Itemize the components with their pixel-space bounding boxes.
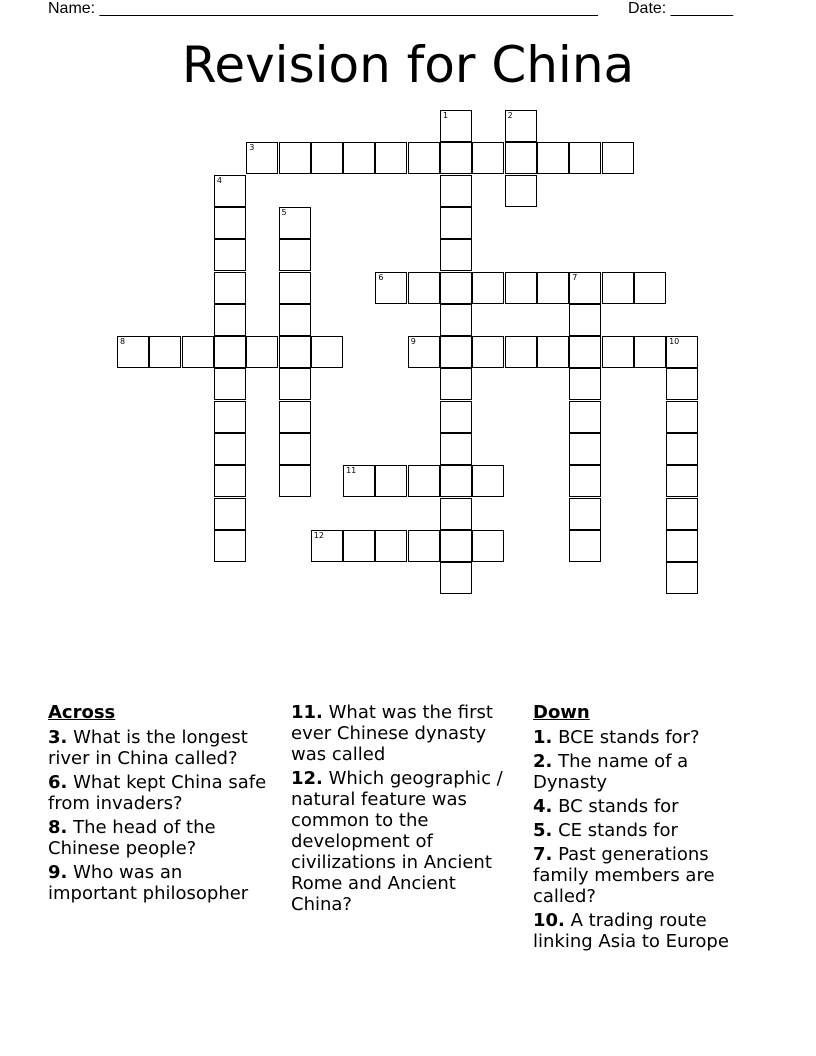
grid-cell[interactable] [634, 272, 666, 304]
grid-cell[interactable] [666, 401, 698, 433]
clue-number-label: 2 [507, 111, 513, 120]
grid-cell[interactable] [214, 175, 246, 207]
page-title: Revision for China [181, 36, 635, 94]
grid-cell[interactable] [666, 562, 698, 594]
grid-cell[interactable] [149, 336, 181, 368]
clue-number: 10. [533, 910, 565, 931]
grid-cell[interactable] [440, 142, 472, 174]
grid-cell[interactable] [279, 433, 311, 465]
clue-number-label: 4 [216, 175, 222, 185]
clue-text: What kept China safe from invaders? [48, 772, 267, 814]
grid-cell[interactable] [279, 336, 311, 368]
grid-cell[interactable] [666, 498, 698, 530]
grid-cell[interactable] [375, 465, 407, 497]
clue-text: Who was an important philosopher [48, 862, 249, 904]
clue-across-8 [48, 817, 273, 859]
grid-cell[interactable] [246, 142, 278, 174]
across-clues-column-1 [48, 702, 273, 907]
grid-cell[interactable] [537, 142, 569, 174]
grid-cell[interactable] [440, 175, 472, 207]
clue-down-1 [533, 727, 758, 748]
grid-cell[interactable] [214, 465, 246, 497]
grid-cell[interactable] [408, 142, 440, 174]
grid-cell[interactable] [602, 336, 634, 368]
grid-cell[interactable] [569, 465, 601, 497]
grid-cell[interactable] [279, 304, 311, 336]
grid-cell[interactable] [440, 110, 472, 142]
grid-cell[interactable] [408, 272, 440, 304]
grid-cell[interactable] [214, 498, 246, 530]
grid-cell[interactable] [311, 336, 343, 368]
clue-number-label: 5 [281, 207, 287, 217]
grid-cell[interactable] [440, 401, 472, 433]
grid-cell[interactable] [214, 368, 246, 400]
grid-cell[interactable] [666, 530, 698, 562]
name-label: Name: [48, 0, 100, 17]
grid-cell[interactable] [214, 207, 246, 239]
clue-number-label: 1 [443, 111, 449, 120]
grid-cell[interactable] [472, 465, 504, 497]
grid-cell[interactable] [440, 272, 472, 304]
clue-text: Past generations family members are called? [533, 844, 715, 907]
grid-cell[interactable] [311, 142, 343, 174]
grid-cell[interactable] [408, 530, 440, 562]
clue-across-11 [291, 702, 516, 765]
grid-cell[interactable] [279, 142, 311, 174]
grid-cell[interactable] [375, 142, 407, 174]
grid-cell[interactable] [279, 465, 311, 497]
clue-number-label: 7 [572, 272, 578, 282]
grid-cell[interactable] [569, 272, 601, 304]
name-blank[interactable]: ________________________________________________________ [99, 0, 598, 17]
grid-cell[interactable] [440, 530, 472, 562]
grid-cell[interactable] [279, 239, 311, 271]
grid-cell[interactable] [472, 336, 504, 368]
clue-number: 5. [533, 820, 553, 841]
across-clues-column-2 [291, 702, 516, 918]
grid-cell[interactable] [569, 336, 601, 368]
grid-cell[interactable] [666, 465, 698, 497]
clue-text: What is the longest river in China called? [48, 727, 248, 769]
clue-across-6 [48, 772, 273, 814]
clue-number-label: 6 [378, 272, 384, 282]
grid-cell[interactable] [182, 336, 214, 368]
grid-cell[interactable] [569, 498, 601, 530]
grid-cell[interactable] [214, 272, 246, 304]
clue-down-7 [533, 844, 758, 907]
clue-text: What was the first ever Chinese dynasty was called [291, 702, 493, 765]
grid-cell[interactable] [666, 433, 698, 465]
grid-cell[interactable] [214, 530, 246, 562]
grid-cell[interactable] [279, 368, 311, 400]
grid-cell[interactable] [505, 272, 537, 304]
clue-number: 7. [533, 844, 553, 865]
grid-cell[interactable] [569, 530, 601, 562]
clue-across-12 [291, 768, 516, 915]
grid-cell[interactable] [214, 336, 246, 368]
grid-cell[interactable] [117, 336, 149, 368]
date-label: Date: [628, 0, 671, 17]
grid-cell[interactable] [214, 304, 246, 336]
grid-cell[interactable] [343, 142, 375, 174]
grid-cell[interactable] [440, 336, 472, 368]
clue-across-9 [48, 862, 273, 904]
grid-cell[interactable] [440, 498, 472, 530]
grid-cell[interactable] [569, 368, 601, 400]
clue-number: 6. [48, 772, 68, 793]
clue-text: A trading route linking Asia to Europe [533, 910, 729, 952]
grid-cell[interactable] [472, 530, 504, 562]
grid-cell[interactable] [408, 465, 440, 497]
grid-cell[interactable] [569, 304, 601, 336]
clue-number: 2. [533, 751, 553, 772]
clue-down-2 [533, 751, 758, 793]
clue-text: The name of a Dynasty [533, 751, 689, 793]
date-blank[interactable]: _______ [670, 0, 733, 17]
clue-number: 8. [48, 817, 68, 838]
clue-number: 3. [48, 727, 68, 748]
grid-cell[interactable] [279, 401, 311, 433]
clue-text: The head of the Chinese people? [48, 817, 216, 859]
grid-cell[interactable] [569, 433, 601, 465]
clue-down-4 [533, 796, 758, 817]
down-clues-column [533, 702, 758, 955]
grid-cell[interactable] [279, 272, 311, 304]
clue-number: 9. [48, 862, 68, 883]
grid-cell[interactable] [440, 368, 472, 400]
grid-cell[interactable] [505, 336, 537, 368]
grid-cell[interactable] [537, 336, 569, 368]
clue-number: 12. [291, 768, 323, 789]
grid-cell[interactable] [602, 142, 634, 174]
grid-cell[interactable] [666, 368, 698, 400]
grid-cell[interactable] [472, 272, 504, 304]
grid-cell[interactable] [634, 336, 666, 368]
grid-cell[interactable] [440, 562, 472, 594]
grid-cell[interactable] [279, 207, 311, 239]
grid-cell[interactable] [408, 336, 440, 368]
grid-cell[interactable] [375, 272, 407, 304]
grid-cell[interactable] [246, 336, 278, 368]
grid-cell[interactable] [505, 142, 537, 174]
clue-number-label: 3 [249, 143, 255, 153]
grid-cell[interactable] [472, 142, 504, 174]
clue-number-label: 8 [120, 337, 126, 347]
grid-cell[interactable] [505, 110, 537, 142]
grid-cell[interactable] [440, 239, 472, 271]
clue-text: BCE stands for? [558, 727, 700, 748]
grid-cell[interactable] [343, 465, 375, 497]
grid-cell[interactable] [375, 530, 407, 562]
grid-cell[interactable] [537, 272, 569, 304]
clue-number-label: 10 [669, 337, 680, 347]
clue-number-label: 11 [346, 466, 357, 476]
clue-number: 4. [533, 796, 553, 817]
clue-down-10 [533, 910, 758, 952]
grid-cell[interactable] [214, 433, 246, 465]
grid-cell[interactable] [666, 336, 698, 368]
grid-cell[interactable] [440, 304, 472, 336]
down-heading: Down [533, 702, 590, 723]
grid-cell[interactable] [602, 272, 634, 304]
grid-cell[interactable] [505, 175, 537, 207]
grid-cell[interactable] [440, 465, 472, 497]
clue-text: CE stands for [558, 820, 678, 841]
clue-across-3 [48, 727, 273, 769]
grid-cell[interactable] [343, 530, 375, 562]
clue-number-label: 9 [410, 337, 416, 347]
grid-cell[interactable] [569, 401, 601, 433]
clue-number: 1. [533, 727, 553, 748]
grid-cell[interactable] [440, 207, 472, 239]
grid-cell[interactable] [214, 239, 246, 271]
clue-number: 11. [291, 702, 323, 723]
clue-number-label: 12 [313, 530, 324, 540]
clue-text: BC stands for [558, 796, 679, 817]
grid-cell[interactable] [440, 433, 472, 465]
across-heading: Across [48, 702, 116, 723]
grid-cell[interactable] [311, 530, 343, 562]
clue-text: Which geographic / natural feature was common to the development of civilizations in Ancient Rome and Ancient China? [291, 768, 503, 915]
grid-cell[interactable] [569, 142, 601, 174]
grid-cell[interactable] [214, 401, 246, 433]
clue-down-5 [533, 820, 758, 841]
